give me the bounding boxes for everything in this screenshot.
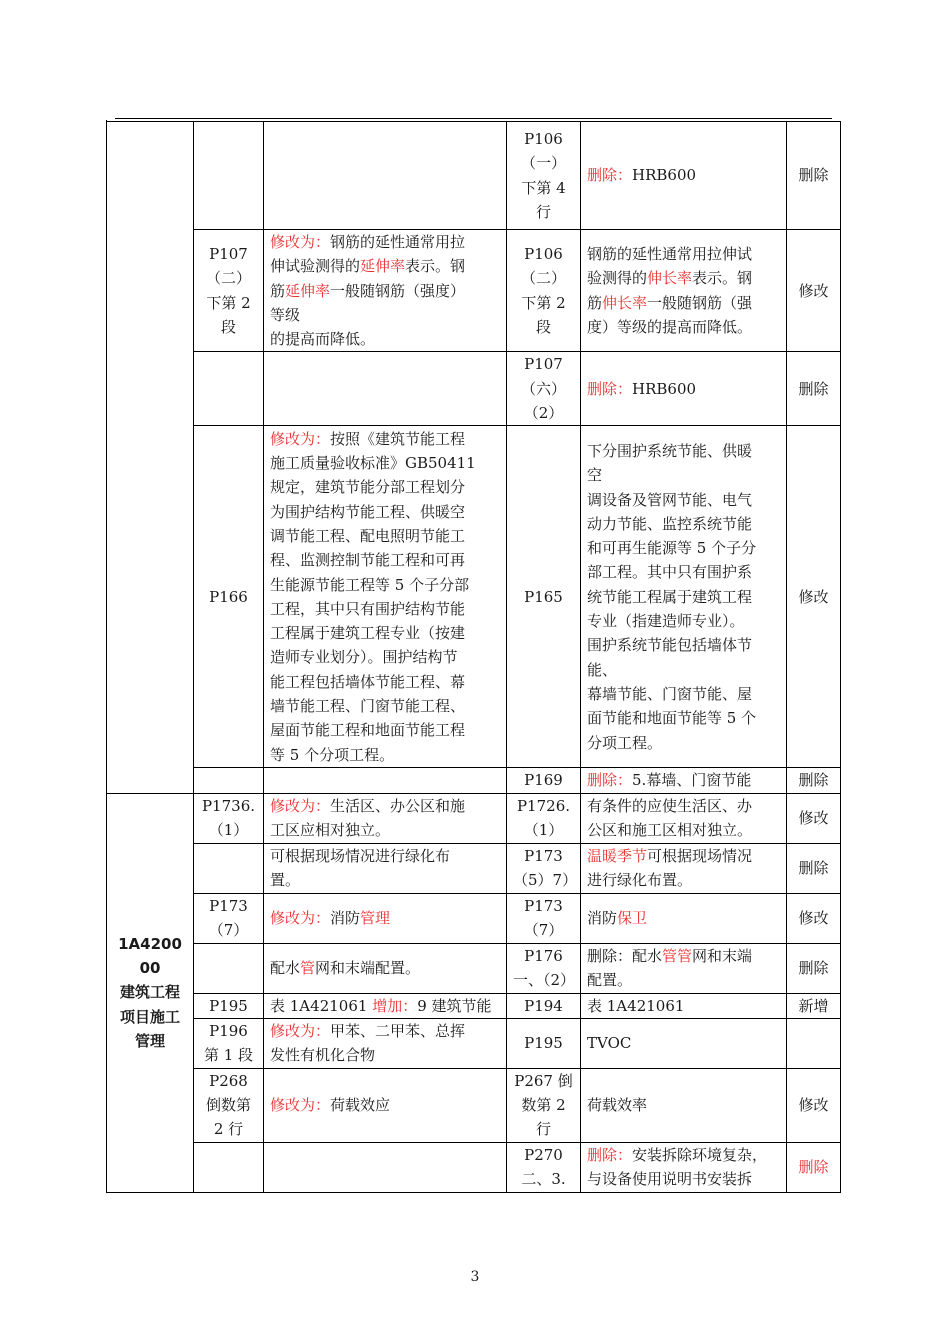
text-line: P106 bbox=[524, 245, 563, 264]
table-row bbox=[107, 1018, 841, 1068]
text-line bbox=[270, 718, 500, 742]
highlighted-text: 删除： bbox=[587, 771, 633, 790]
text-line: P268 bbox=[209, 1071, 248, 1090]
text-segment: 验测得的 bbox=[587, 269, 648, 288]
text-segment: 工区应相对独立。 bbox=[270, 821, 391, 840]
highlighted-text: 伸长率 bbox=[602, 293, 648, 312]
highlighted-text: 修改为： bbox=[270, 796, 331, 815]
text-line: （1） bbox=[208, 821, 249, 840]
new-text-cell bbox=[581, 993, 787, 1018]
highlighted-text: 延伸率 bbox=[285, 281, 331, 300]
text-line bbox=[270, 524, 500, 548]
text-line bbox=[270, 279, 500, 303]
old-text-cell bbox=[264, 426, 507, 768]
text-segment: 钢筋的延性通常用拉 bbox=[330, 233, 466, 251]
text-segment: 表示。钢 bbox=[692, 269, 753, 288]
text-segment: 规定，建筑节能分部工程划分 bbox=[270, 478, 466, 497]
text-segment: 面节能和地面节能等 5 个 bbox=[587, 709, 757, 728]
action-cell: 修改 bbox=[787, 426, 841, 768]
new-text-cell bbox=[581, 230, 787, 352]
table-row bbox=[107, 1068, 841, 1142]
category-cell bbox=[107, 793, 194, 1192]
text-line bbox=[270, 1093, 500, 1117]
text-line bbox=[270, 500, 500, 524]
new-page-cell bbox=[507, 1068, 581, 1142]
table-row bbox=[107, 122, 841, 230]
highlighted-text: 温暖季节 bbox=[587, 846, 648, 865]
text-line: 段 bbox=[220, 318, 236, 337]
text-line: P1726. bbox=[516, 796, 571, 815]
text-line bbox=[270, 1043, 500, 1067]
new-page-cell bbox=[507, 1142, 581, 1192]
table-row bbox=[107, 352, 841, 426]
text-line: 二、3. bbox=[521, 1170, 566, 1189]
text-line bbox=[587, 242, 780, 266]
text-line bbox=[587, 1143, 780, 1167]
text-segment: 动力节能、监控系统节能 bbox=[587, 514, 753, 533]
text-segment: 一般随钢筋（强 bbox=[647, 293, 753, 312]
old-text-cell bbox=[264, 768, 507, 793]
text-line: P267 倒 bbox=[514, 1071, 573, 1090]
text-segment: 删除：配水 bbox=[587, 946, 663, 965]
text-segment: 表 1A421061 bbox=[270, 996, 373, 1015]
old-text-cell bbox=[264, 943, 507, 993]
text-segment: 置。 bbox=[270, 871, 301, 890]
text-line: P169 bbox=[524, 771, 563, 790]
action-cell bbox=[787, 1018, 841, 1068]
text-line bbox=[587, 994, 780, 1018]
old-page-cell bbox=[194, 230, 264, 352]
old-text-cell bbox=[264, 230, 507, 352]
text-line: 2 行 bbox=[213, 1120, 244, 1139]
text-segment: 发性有机化合物 bbox=[270, 1046, 376, 1065]
table-row bbox=[107, 843, 841, 893]
text-segment: 9 建筑节能 bbox=[417, 996, 492, 1015]
page-number: 3 bbox=[470, 1269, 480, 1285]
text-line bbox=[587, 844, 780, 868]
text-line: P176 bbox=[524, 946, 563, 965]
text-line bbox=[587, 163, 780, 187]
old-text-cell bbox=[264, 993, 507, 1018]
category-label: 管理 bbox=[134, 1032, 165, 1051]
text-segment: 与设备使用说明书安装拆 bbox=[587, 1170, 753, 1189]
text-line bbox=[587, 731, 780, 755]
new-page-cell bbox=[507, 426, 581, 768]
text-line bbox=[587, 682, 780, 706]
text-line bbox=[270, 254, 500, 278]
text-segment: 等 5 个分项工程。 bbox=[270, 745, 395, 764]
new-page-cell bbox=[507, 993, 581, 1018]
text-segment: 程、监测控制节能工程和可再 bbox=[270, 551, 466, 570]
text-line bbox=[270, 303, 500, 327]
text-segment: 钢筋的延性通常用拉伸试 bbox=[587, 245, 753, 264]
text-segment: 有条件的应使生活区、办 bbox=[587, 796, 753, 815]
text-line: P194 bbox=[524, 996, 563, 1015]
new-text-cell bbox=[581, 768, 787, 793]
new-text-cell bbox=[581, 122, 787, 230]
action-cell: 修改 bbox=[787, 893, 841, 943]
table-row bbox=[107, 1142, 841, 1192]
text-line bbox=[270, 694, 500, 718]
table-row bbox=[107, 943, 841, 993]
text-line bbox=[270, 868, 500, 892]
text-line bbox=[270, 597, 500, 621]
text-segment: 生活区、办公区和施 bbox=[330, 796, 466, 815]
old-page-cell bbox=[194, 768, 264, 793]
text-line: P195 bbox=[524, 1034, 563, 1053]
table-row bbox=[107, 793, 841, 843]
text-line bbox=[270, 1019, 500, 1043]
text-segment: 配水 bbox=[270, 959, 301, 978]
text-segment: HRB600 bbox=[632, 166, 697, 185]
text-line bbox=[270, 230, 500, 254]
text-line bbox=[587, 768, 780, 792]
action-cell: 删除 bbox=[787, 122, 841, 230]
text-segment: 度）等级的提高而降低。 bbox=[587, 318, 753, 337]
text-line: P107 bbox=[209, 245, 248, 264]
text-segment: TVOC bbox=[587, 1034, 632, 1053]
text-line: 第 1 段 bbox=[203, 1046, 254, 1065]
highlighted-text: 修改为： bbox=[270, 1095, 331, 1114]
action-cell: 删除 bbox=[787, 352, 841, 426]
text-line bbox=[270, 548, 500, 572]
action-cell: 修改 bbox=[787, 1068, 841, 1142]
text-line: P173 bbox=[524, 896, 563, 915]
text-line bbox=[270, 844, 500, 868]
text-line: 段 bbox=[535, 318, 551, 337]
text-segment: 荷载效率 bbox=[587, 1095, 648, 1114]
text-line: 下第 2 bbox=[521, 293, 566, 312]
text-segment: 一般随钢筋（强度） bbox=[330, 281, 466, 300]
new-text-cell bbox=[581, 1068, 787, 1142]
old-page-cell bbox=[194, 843, 264, 893]
new-page-cell bbox=[507, 893, 581, 943]
text-line bbox=[587, 658, 780, 682]
old-text-cell bbox=[264, 893, 507, 943]
text-line: （一） bbox=[520, 154, 566, 173]
text-line bbox=[270, 994, 500, 1018]
text-segment: 网和末端配置。 bbox=[315, 959, 421, 978]
new-page-cell bbox=[507, 843, 581, 893]
text-line bbox=[270, 743, 500, 767]
text-line bbox=[587, 291, 780, 315]
text-line: （二） bbox=[205, 269, 251, 288]
text-line: （2） bbox=[523, 404, 564, 423]
highlighted-text: 保卫 bbox=[617, 909, 648, 928]
text-line: 一、（2） bbox=[513, 971, 576, 990]
text-line bbox=[270, 645, 500, 669]
text-segment: 配置。 bbox=[587, 971, 633, 990]
text-line bbox=[270, 451, 500, 475]
new-page-cell bbox=[507, 1018, 581, 1068]
highlighted-text: 管 bbox=[300, 959, 316, 978]
text-line bbox=[587, 1093, 780, 1117]
text-line: 倒数第 bbox=[205, 1095, 251, 1114]
text-line: P173 bbox=[524, 846, 563, 865]
text-line bbox=[270, 670, 500, 694]
text-line bbox=[587, 968, 780, 992]
text-line bbox=[270, 818, 500, 842]
text-segment: 可根据现场情况进行绿化布 bbox=[270, 846, 451, 865]
text-line bbox=[587, 488, 780, 512]
highlighted-text: 删除： bbox=[587, 379, 633, 398]
old-text-cell bbox=[264, 793, 507, 843]
text-segment: 分项工程。 bbox=[587, 733, 663, 752]
text-line bbox=[587, 906, 780, 930]
text-segment: HRB600 bbox=[632, 379, 697, 398]
text-line bbox=[587, 1167, 780, 1191]
text-line: （7） bbox=[523, 921, 564, 940]
new-text-cell bbox=[581, 1018, 787, 1068]
text-segment: 网和末端 bbox=[692, 946, 753, 965]
old-text-cell bbox=[264, 352, 507, 426]
text-line: （7） bbox=[208, 921, 249, 940]
new-text-cell bbox=[581, 352, 787, 426]
action-cell: 新增 bbox=[787, 993, 841, 1018]
text-line bbox=[587, 377, 780, 401]
text-segment: 等级 bbox=[270, 305, 301, 324]
text-line bbox=[587, 633, 780, 657]
text-segment: 造师专业划分）。围护结构节 bbox=[270, 648, 458, 667]
new-text-cell bbox=[581, 1142, 787, 1192]
new-text-cell bbox=[581, 843, 787, 893]
text-segment: 甲苯、二甲苯、总挥 bbox=[330, 1021, 466, 1040]
old-page-cell bbox=[194, 993, 264, 1018]
action-cell: 删除 bbox=[787, 843, 841, 893]
highlighted-text: 增加： bbox=[372, 996, 418, 1015]
table-row bbox=[107, 993, 841, 1018]
new-page-cell bbox=[507, 768, 581, 793]
old-text-cell bbox=[264, 1142, 507, 1192]
text-segment: 下分围护系统节能、供暖 bbox=[587, 441, 753, 460]
text-line: 行 bbox=[535, 1120, 551, 1139]
text-line: （六） bbox=[520, 379, 566, 398]
old-text-cell bbox=[264, 1018, 507, 1068]
highlighted-text: 管理 bbox=[360, 909, 391, 928]
text-segment: 墙节能工程、门窗节能工程、 bbox=[270, 697, 466, 716]
text-line bbox=[587, 944, 780, 968]
new-text-cell bbox=[581, 426, 787, 768]
text-segment: 荷载效应 bbox=[330, 1095, 391, 1114]
old-page-cell bbox=[194, 352, 264, 426]
text-line bbox=[587, 868, 780, 892]
text-line bbox=[587, 536, 780, 560]
text-line bbox=[270, 621, 500, 645]
text-line bbox=[587, 818, 780, 842]
category-label: 1A420000 bbox=[118, 934, 182, 978]
text-segment: 工程，其中只有围护结构节能 bbox=[270, 599, 466, 618]
text-segment: 按照《建筑节能工程 bbox=[330, 429, 466, 448]
text-segment: 幕墙节能、门窗节能、屋 bbox=[587, 684, 753, 703]
old-page-cell bbox=[194, 1142, 264, 1192]
text-segment: 安装拆除环境复杂， bbox=[632, 1145, 768, 1164]
text-segment: 表示。钢 bbox=[405, 257, 466, 276]
text-segment: 的提高而降低。 bbox=[270, 330, 376, 349]
text-segment: 和可再生能源等 5 个子分 bbox=[587, 539, 757, 558]
text-line: 行 bbox=[535, 202, 551, 221]
text-line bbox=[270, 427, 500, 451]
text-line: P173 bbox=[209, 896, 248, 915]
text-line bbox=[587, 560, 780, 584]
table-row bbox=[107, 768, 841, 793]
old-page-cell bbox=[194, 1068, 264, 1142]
text-line bbox=[587, 315, 780, 339]
text-line: P165 bbox=[524, 587, 563, 606]
text-line bbox=[270, 327, 500, 351]
action-cell: 修改 bbox=[787, 793, 841, 843]
text-segment: 可根据现场情况 bbox=[647, 846, 753, 865]
text-segment: 围护系统节能包括墙体节 bbox=[587, 636, 753, 655]
text-line: （1） bbox=[523, 821, 564, 840]
highlighted-text: 修改为： bbox=[270, 1021, 331, 1040]
new-page-cell bbox=[507, 122, 581, 230]
text-segment: 施工质量验收标准》GB50411 bbox=[270, 454, 476, 473]
text-line bbox=[270, 956, 500, 980]
highlighted-text: 删除： bbox=[587, 166, 633, 185]
text-line: P1736. bbox=[201, 796, 256, 815]
text-segment: 表 1A421061 bbox=[587, 996, 685, 1015]
text-line: P270 bbox=[524, 1145, 563, 1164]
text-segment: 生能源节能工程等 5 个子分部 bbox=[270, 575, 470, 594]
text-line bbox=[587, 512, 780, 536]
new-page-cell bbox=[507, 352, 581, 426]
text-line bbox=[587, 794, 780, 818]
highlighted-text: 延伸率 bbox=[360, 257, 406, 276]
new-text-cell bbox=[581, 943, 787, 993]
old-text-cell bbox=[264, 843, 507, 893]
highlighted-text: 删除： bbox=[587, 1145, 633, 1164]
old-page-cell bbox=[194, 122, 264, 230]
old-text-cell bbox=[264, 122, 507, 230]
top-rule bbox=[115, 118, 832, 119]
new-text-cell bbox=[581, 793, 787, 843]
text-segment: 筋 bbox=[587, 293, 603, 312]
text-line bbox=[587, 706, 780, 730]
highlighted-text: 修改为： bbox=[270, 429, 331, 448]
text-segment: 伸试验测得的 bbox=[270, 257, 361, 276]
text-segment: 工程属于建筑工程专业（按建 bbox=[270, 624, 466, 643]
new-page-cell bbox=[507, 943, 581, 993]
text-line: （5）7） bbox=[513, 871, 578, 890]
text-segment: 公区和施工区相对独立。 bbox=[587, 821, 753, 840]
table-row bbox=[107, 893, 841, 943]
text-line: P166 bbox=[209, 587, 248, 606]
text-line: P107 bbox=[524, 355, 563, 374]
text-segment: 能、 bbox=[587, 660, 618, 679]
highlighted-text: 修改为： bbox=[270, 909, 331, 928]
text-segment: 能工程包括墙体节能工程、幕 bbox=[270, 672, 466, 691]
text-segment: 专业（指建造师专业）。 bbox=[587, 612, 745, 631]
text-line bbox=[270, 475, 500, 499]
new-page-cell bbox=[507, 793, 581, 843]
text-segment: 消防 bbox=[330, 909, 361, 928]
text-segment: 为围护结构节能工程、供暖空 bbox=[270, 502, 466, 521]
text-line: 数第 2 bbox=[521, 1095, 566, 1114]
text-segment: 5.幕墙、门窗节能 bbox=[632, 771, 752, 790]
table-row bbox=[107, 426, 841, 768]
text-line bbox=[587, 439, 780, 463]
text-line bbox=[270, 906, 500, 930]
action-cell: 删除 bbox=[787, 943, 841, 993]
new-page-cell bbox=[507, 230, 581, 352]
text-segment: 进行绿化布置。 bbox=[587, 871, 693, 890]
table-row bbox=[107, 230, 841, 352]
category-label: 项目施工 bbox=[119, 1007, 180, 1026]
highlighted-text: 伸长率 bbox=[647, 269, 693, 288]
text-segment: 调设备及管网节能、电气 bbox=[587, 490, 753, 509]
text-segment: 筋 bbox=[270, 281, 286, 300]
action-cell: 删除 bbox=[787, 768, 841, 793]
errata-table bbox=[106, 121, 841, 1193]
text-line bbox=[587, 609, 780, 633]
action-cell: 删除 bbox=[787, 1142, 841, 1192]
text-line: P106 bbox=[524, 129, 563, 148]
highlighted-text: 修改为： bbox=[270, 233, 331, 251]
old-page-cell bbox=[194, 793, 264, 843]
text-line bbox=[587, 1031, 780, 1055]
text-line: （二） bbox=[520, 269, 566, 288]
text-line: P196 bbox=[209, 1021, 248, 1040]
old-page-cell bbox=[194, 1018, 264, 1068]
old-page-cell bbox=[194, 893, 264, 943]
category-label: 建筑工程 bbox=[119, 983, 180, 1002]
text-line bbox=[270, 573, 500, 597]
category-cell-empty bbox=[107, 122, 194, 794]
text-segment: 屋面节能工程和地面节能工程 bbox=[270, 721, 466, 740]
text-segment: 统节能工程属于建筑工程 bbox=[587, 587, 753, 606]
text-line bbox=[587, 463, 780, 487]
new-text-cell bbox=[581, 893, 787, 943]
old-text-cell bbox=[264, 1068, 507, 1142]
old-page-cell bbox=[194, 426, 264, 768]
text-segment: 部工程。其中只有围护系 bbox=[587, 563, 753, 582]
text-line bbox=[270, 794, 500, 818]
text-line: 下第 2 bbox=[206, 293, 251, 312]
text-line bbox=[587, 266, 780, 290]
text-segment: 消防 bbox=[587, 909, 618, 928]
text-segment: 调节能工程、配电照明节能工 bbox=[270, 526, 466, 545]
highlighted-text: 管管 bbox=[662, 946, 693, 965]
text-line bbox=[587, 585, 780, 609]
old-page-cell bbox=[194, 943, 264, 993]
action-cell: 修改 bbox=[787, 230, 841, 352]
text-line: P195 bbox=[209, 996, 248, 1015]
text-line: 下第 4 bbox=[521, 178, 566, 197]
text-segment: 空 bbox=[587, 466, 603, 485]
